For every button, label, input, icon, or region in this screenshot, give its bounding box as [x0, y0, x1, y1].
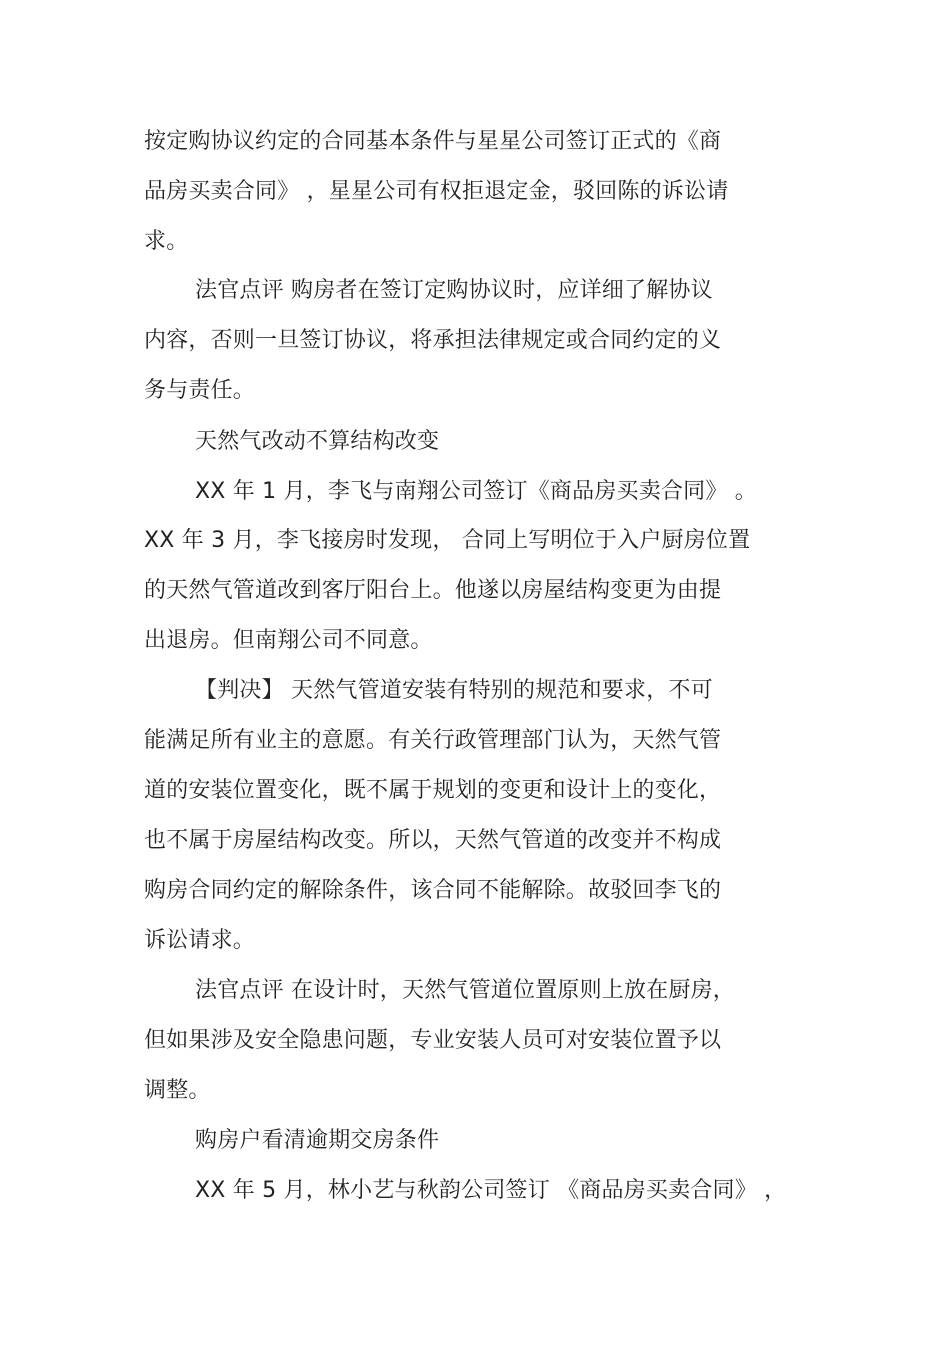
text-line-3: 求。	[144, 229, 189, 254]
text-line-2: 品房买卖合同》 ，星星公司有权拒退定金，驳回陈的诉讼请	[144, 179, 729, 204]
text-line-19: 但如果涉及安全隐患问题，专业安装人员可对安装位置予以	[144, 1028, 722, 1053]
text-line-9: XX 年 3 月，李飞接房时发现， 合同上写明位于入户厨房位置	[144, 528, 751, 553]
text-line-16: 购房合同约定的解除条件，该合同不能解除。故驳回李飞的	[144, 878, 722, 903]
section-heading-delivery: 购房户看清逾期交房条件	[195, 1128, 440, 1153]
text-line-17: 诉讼请求。	[144, 928, 256, 953]
judge-comment-heading: 法官点评 购房者在签订定购协议时，应详细了解协议	[195, 278, 713, 303]
text-line-5: 内容，否则一旦签订协议，将承担法律规定或合同约定的义	[144, 328, 722, 353]
section-heading-gas-pipe: 天然气改动不算结构改变	[195, 429, 440, 454]
text-line-15: 也不属于房屋结构改变。所以，天然气管道的改变并不构成	[144, 828, 722, 853]
text-line-1: 按定购协议约定的合同基本条件与星星公司签订正式的《商	[144, 129, 722, 154]
judgment-heading: 【判决】 天然气管道安装有特别的规范和要求，不可	[195, 678, 713, 703]
text-line-13: 能满足所有业主的意愿。有关行政管理部门认为，天然气管	[144, 728, 722, 753]
text-line-10: 的天然气管道改到客厅阳台上。他遂以房屋结构变更为由提	[144, 578, 722, 603]
text-line-8: XX 年 1 月，李飞与南翔公司签订《商品房买卖合同》 。	[195, 479, 757, 504]
text-line-22: XX 年 5 月，林小艺与秋韵公司签订 《商品房买卖合同》 ，	[195, 1178, 787, 1203]
text-line-6: 务与责任。	[144, 378, 256, 403]
text-line-11: 出退房。但南翔公司不同意。	[144, 628, 433, 653]
text-line-14: 道的安装位置变化，既不属于规划的变更和设计上的变化，	[144, 778, 722, 803]
judge-comment-heading-2: 法官点评 在设计时，天然气管道位置原则上放在厨房，	[195, 978, 735, 1003]
text-line-20: 调整。	[144, 1078, 211, 1103]
